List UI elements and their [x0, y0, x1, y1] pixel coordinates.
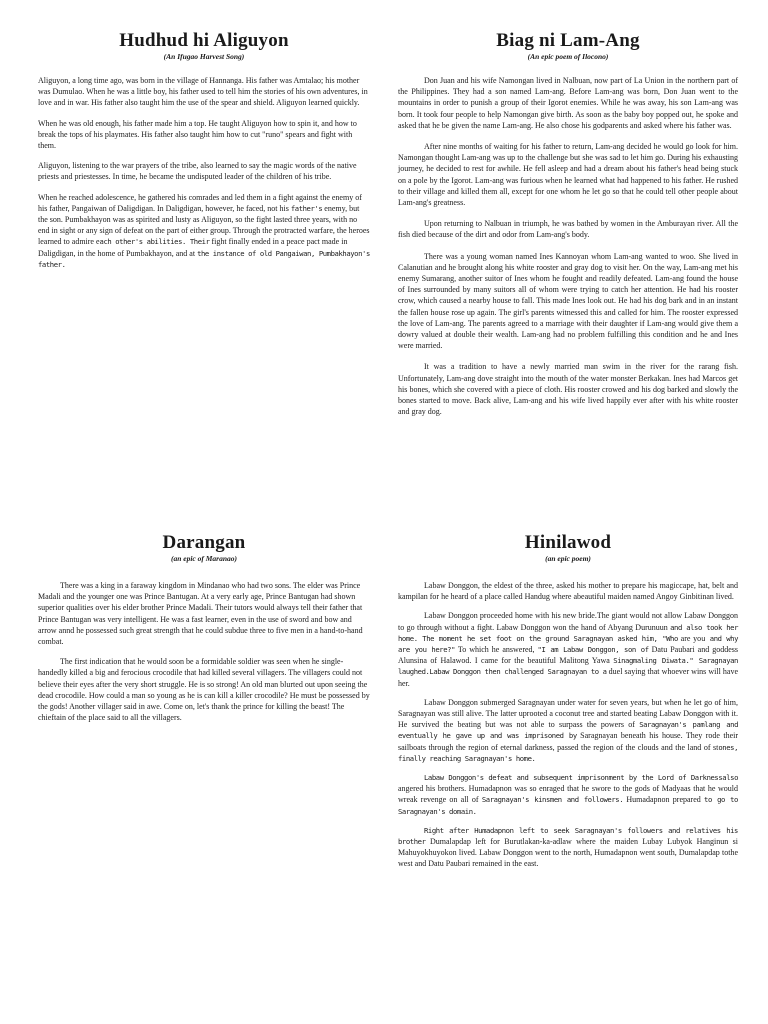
hinilawod-p2-text-i: duel saying that whoever wins will have her.	[398, 667, 738, 688]
hinilawod-p3-alt-b: Saragnayan's pamlang and eventually he gave up and was imprisoned by	[398, 720, 738, 741]
hinilawod-p5-text-b: Dumalapdap left for Burutlakan-ka-adlaw where the maiden Lubay Lubyok Hanginun si Mahuyokhuyokon lived. Labaw Donggon went to the north, Humadapnon went south, Dumalapdap tothe west and Datu Paubari remained in the east.	[398, 837, 738, 869]
lamang-paragraph-2: After nine months of waiting for his father to return, Lam-ang decided he would go look for him. Namongan thought Lam-ang was up to the challenge but she was sad to let him go. During his exhausting journey, he decided to rest for awhile. He fell asleep and had a dream about his father's head being stuck on a pole by the Igorot. Lam-ang was furious when he learned what had happened to his father. He rushed to their village and killed them all, except for one whom he let go so that he could tell other people about Lam-ang's greatness.	[398, 142, 738, 208]
aliguyon-p4-alt-d: ach other's abilities. Their	[99, 237, 210, 247]
hinilawod-p3-alt-d: ones, finally reaching Saragnayan's home.	[398, 742, 738, 763]
darangan-section	[38, 532, 370, 732]
hinilawod-p4-text-b: angered his brothers. Humadapnon was so enraged that he swore to the gods of Madyaas that he would wreak revenge on all of	[398, 784, 738, 805]
aliguyon-p4-alt-f: the instance of old Pangaiwan, Pumbakhayon's father.	[38, 248, 370, 269]
aliguyon-paragraph-2: When he was old enough, his father made him a top. He taught Aliguyon how to spin it, and how to break the tops of his playmates. His father also taught him how to cut "runo" spears and fight with them.	[38, 118, 357, 151]
hinilawod-p5-alt-a: Right after Humadapnon left to seek Saragnayan's followers and relatives his brother	[398, 825, 738, 847]
hinilawod-p4-alt-c: Saragnayan's kinsmen and followers.	[481, 795, 624, 805]
hinilawod-p4-alt-a: Labaw Donggon's defeat and subsequent imprisonment by the Lord of Darknessalso	[424, 773, 738, 783]
darangan-subtitle: (an epic of Maranao)	[170, 554, 238, 563]
lamang-paragraph-4: There was a young woman named Ines Kannoyan whom Lam-ang wanted to woo. She lived in Calanutian and he brought along his white rooster and gray dog to visit her. On the way, Lam-ang met his enemy Sumarang, another suitor of Ines whom he fought and readily defeated. Lam-ang found the house of Ines surrounded by many suitors all of whom were trying to catch her attention. He had his rooster crow, which caused a nearby house to fall. This made Ines look out. He had his dog bark and in an instant the fallen house rose up again. The girl's parents witnessed this and called for him. The rooster expressed the love of Lam-ang. The parents agreed to a marriage with their daughter if Lam-ang would give them a dowry valued at double their wealth. Lam-ang had no problem fulfilling this condition and he and Ines were married.	[398, 251, 738, 351]
hinilawod-paragraph-3	[398, 697, 738, 764]
hinilawod-p2-alt-b: and also took her home. The moment he set foot on the ground Saragnayan asked him, "Who	[398, 622, 738, 643]
aliguyon-p4-text-c: enemy, but the son. Pumbakhayon was as spirited and lusty as Aliguyon, so the fight lasted three years, with no end in sight or any sign of defeat on the part of either group. Through the protracted warfare, the heroes learned to admire e	[38, 203, 370, 247]
aliguyon-title: Hudhud hi Aliguyon	[119, 30, 289, 51]
hinilawod-p3-text-c: Saragnayan beneath his house. They rode their sailboats through the region of eternal darkness, passed the region of the clouds and the land of st	[398, 731, 739, 752]
hinilawod-p4-alt-e: to go to Saragnayan's domain.	[398, 795, 738, 816]
aliguyon-paragraph-4	[38, 192, 370, 270]
hinilawod-p2-alt-f: "I am Labaw Donggon, son of	[537, 645, 649, 655]
lamang-title: Biag ni Lam-Ang	[496, 30, 640, 51]
hinilawod-paragraph-1: Labaw Donggon, the eldest of the three, asked his mother to prepare his magiccape, hat, belt and kampilan for he heard of a place called Handug where abeautiful maiden named Angoy Ginbitinan lived.	[398, 581, 738, 602]
hinilawod-subtitle: (an epic poem)	[545, 554, 591, 563]
lamang-paragraph-1: Don Juan and his wife Namongan lived in Nalbuan, now part of La Union in the northern part of the Philippines. They had a son named Lam-ang. Before Lam-ang was born, Don Juan went to the mountains in order to punish a group of their Igorot enemies. While he was away, his son Lam-ang was born. It took four people to help Namongan give birth. As soon as the baby boy popped out, he spoke and asked that he be given the name Lam-ang. He also chose his godparents and asked where his father was.	[398, 76, 738, 130]
darangan-paragraph-1: There was a king in a faraway kingdom in Mindanao who had two sons. The elder was Prince Madali and the younger one was Prince Bantugan. At a very early age, Prince Bantugan had shown superior qualities over his elder brother Prince Madali. Their tutors would always tell their father that Prince Bantugan was very intelligent. He was a fast learner, even in the use of sword and bow and arrow annd he possessed such great strength that he could subdue three to five men in a hand-to-hand combat.	[38, 581, 363, 647]
hinilawod-paragraph-2	[398, 610, 738, 688]
hinilawod-paragraph-5	[398, 825, 738, 870]
hinilawod-p2-alt-d: u and why are you here?"	[398, 633, 739, 655]
lamang-paragraph-3: Upon returning to Nalbuan in triumph, he was bathed by women in the Amburayan river. All the fish died because of the dirt and odor from Lam-ang's body.	[398, 219, 738, 240]
aliguyon-section	[38, 30, 370, 279]
lamang-subtitle: (An epic poem of Ilocono)	[527, 52, 609, 61]
aliguyon-p4-text-e: fight finally ended in a peace pact made in Daligdigan, in the home of Pumbakhayon, and at	[38, 237, 348, 258]
hinilawod-p2-alt-h: Sinagmaling Diwata." Saragnayan laughed.Labaw Donggon then challenged Saragnayan to a	[398, 656, 738, 677]
lamang-section	[398, 30, 738, 427]
aliguyon-paragraph-1: Aliguyon, a long time ago, was born in the village of Hannanga. His father was Amtalao; his mother was Dumulao. When he was a little boy, his father used to tell him the stories of his own adventures, in love and in war. His father also taught him the use of the spear and shield. Aliguyon learned quickly.	[38, 76, 368, 108]
hinilawod-section	[398, 532, 738, 878]
darangan-title: Darangan	[162, 532, 246, 553]
aliguyon-p4-text-a: When he reached adolescence, he gathered his comrades and led them in a fight against the enemy of his father, Pangaiwan of Daligdigan. In Daligdigan, however, he faced, not his	[38, 192, 362, 213]
hinilawod-paragraph-4	[398, 772, 738, 817]
aliguyon-paragraph-3: Aliguyon, listening to the war prayers of the tribe, also learned to say the magic words of the native priests and priestesses. In time, he became the undisputed leader of the children of his tribe.	[38, 161, 357, 182]
hinilawod-title: Hinilawod	[524, 532, 612, 553]
hinilawod-p2-text-g: Datu Paubari and goddess Alunsina of Halawod. I came for the beautiful Malitong Yawa	[398, 645, 738, 666]
aliguyon-subtitle: (An Ifugao Harvest Song)	[163, 52, 245, 61]
darangan-paragraph-2: The first indication that he would soon be a formidable soldier was seen when he single-handedly killed a big and ferocious crocodile that had killed several villagers. The villagers could not believe their eyes after the very short struggle. He is so strong! An old man blurted out upon seeing the dead crocodile. How could a man so young as he is can kill a killer crocodile? He must be possessed by the gods! Another villager said in awe. Come on, let's thank the prince for killing the beast! The chieftain of the place said to all the villagers.	[38, 657, 370, 723]
aliguyon-p4-alt-b: father's	[290, 203, 323, 213]
hinilawod-p2-text-e: To which he answered,	[455, 645, 538, 655]
hinilawod-p4-text-d: Humadapnon prepared	[623, 795, 705, 805]
lamang-paragraph-5: It was a tradition to have a newly married man swim in the river for the rarang fish. Unfortunately, Lam-ang dove straight into the mouth of the water monster Berkakan. Ines had Marcos get his bones, which she covered with a piece of cloth. His rooster crowed and his dog barked and slowly the bones started to move. Back alive, Lam-ang and his wife lived happily ever after with his white rooster and gray dog.	[398, 362, 738, 417]
hinilawod-p2-text-c: are yo	[677, 633, 702, 643]
hinilawod-p3-text-a: Labaw Donggon submerged Saragnayan under water for seven years, but when he let go of him, Saragnayan was still alive. The latter uprooted a coconut tree and started beating Labaw Donggon with it. He survived the beating but was not able to surpass the powers of	[398, 697, 738, 730]
hinilawod-p2-text-a: Labaw Donggon proceeded home with his new bride.The giant would not allow Labaw Donggon to go through without a fight. Labaw Donggon won the hand of Abyang Durunuun	[398, 611, 738, 632]
